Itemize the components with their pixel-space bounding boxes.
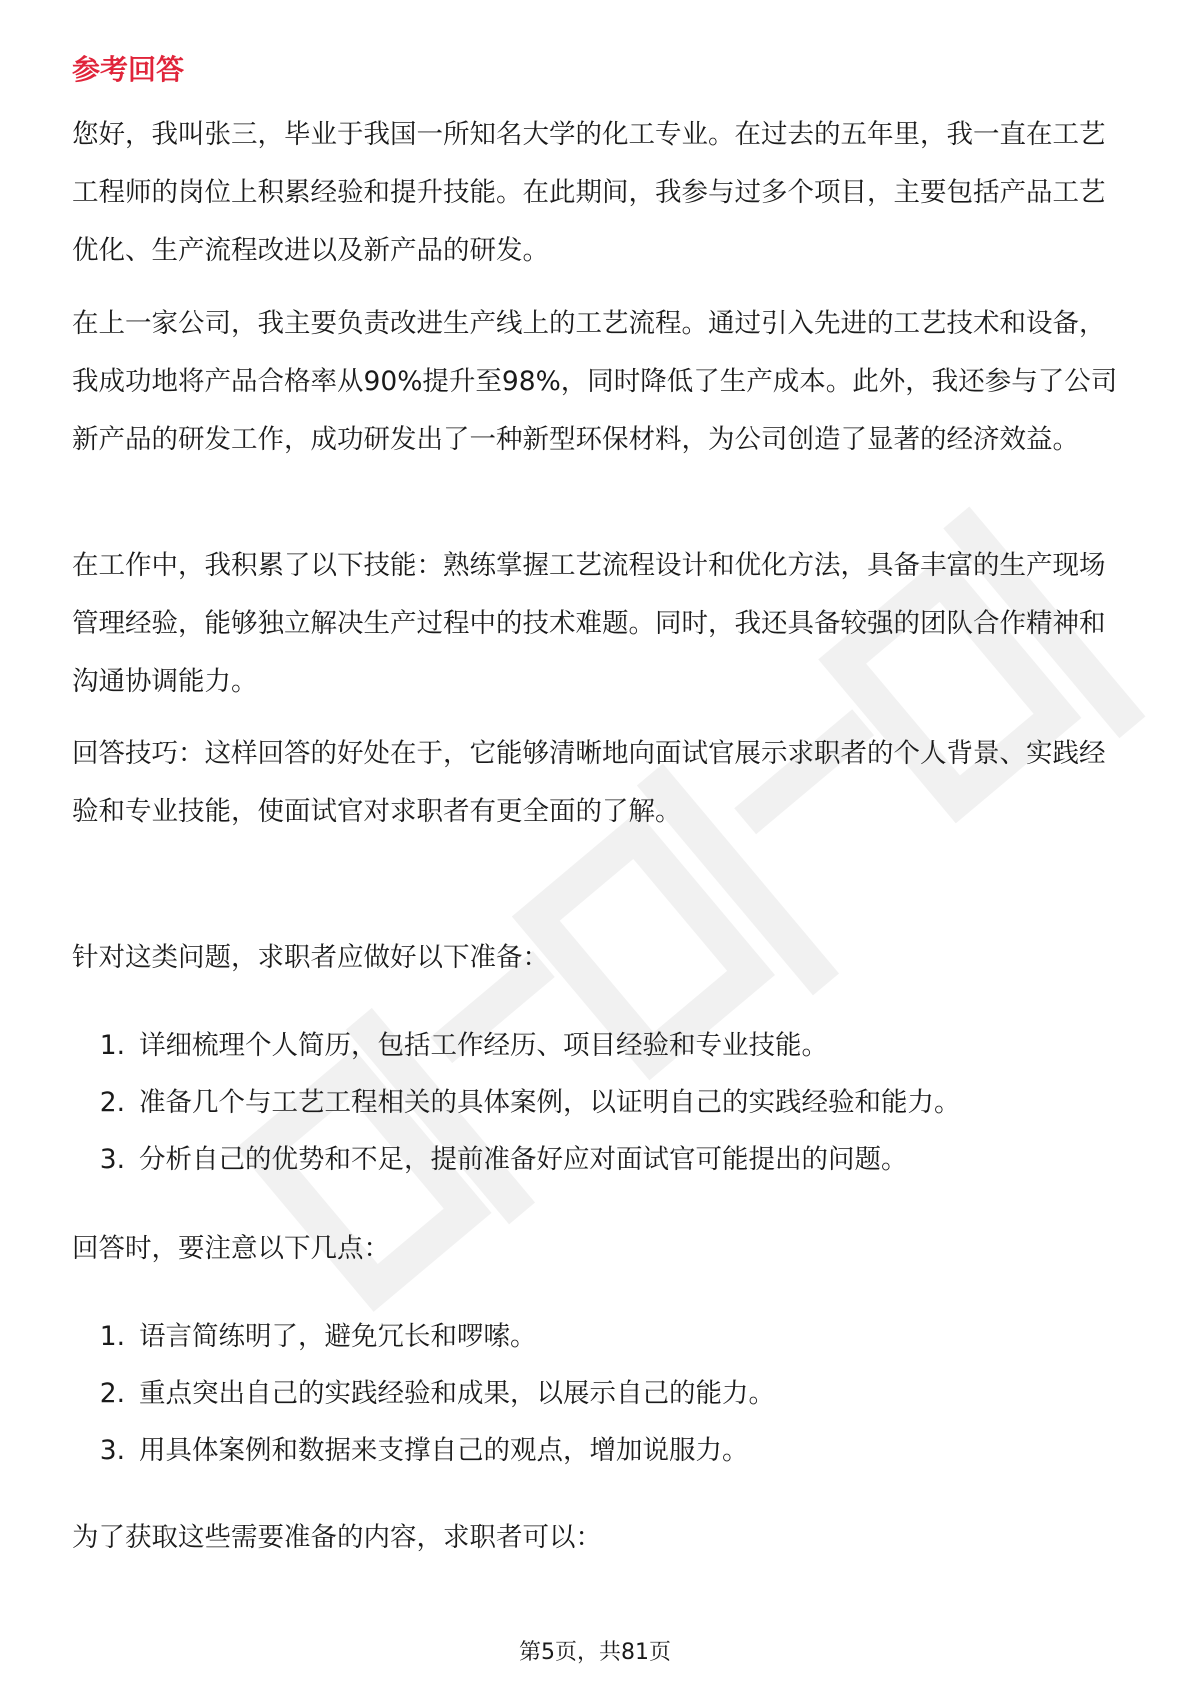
list-item xyxy=(72,1308,775,1365)
notes-list xyxy=(72,1308,775,1479)
list-number: 2. xyxy=(99,1087,125,1118)
section-heading: 参考回答 xyxy=(72,53,185,86)
list-text: 分析自己的优势和不足，提前准备好应对面试官可能提出的问题。 xyxy=(139,1144,908,1175)
list-number: 1. xyxy=(99,1321,125,1352)
list-number: 1. xyxy=(99,1030,125,1061)
list-number: 3. xyxy=(99,1144,125,1175)
list-text: 准备几个与工艺工程相关的具体案例，以证明自己的实践经验和能力。 xyxy=(139,1087,961,1118)
notes-intro: 回答时，要注意以下几点： xyxy=(72,1233,390,1264)
list-item xyxy=(72,1422,775,1479)
paragraph-intro: 您好，我叫张三，毕业于我国一所知名大学的化工专业。在过去的五年里，我一直在工艺工程师的岗位上积累经验和提升技能。在此期间，我参与过多个项目，主要包括产品工艺优化、生产流程改进以及新产品的研发。 xyxy=(72,119,1106,266)
paragraph-skills: 在工作中，我积累了以下技能：熟练掌握工艺流程设计和优化方法，具备丰富的生产现场管理经验，能够独立解决生产过程中的技术难题。同时，我还具备较强的团队合作精神和沟通协调能力。 xyxy=(72,550,1106,697)
list-item xyxy=(72,1365,775,1422)
paragraph-tips: 回答技巧：这样回答的好处在于，它能够清晰地向面试官展示求职者的个人背景、实践经验和专业技能，使面试官对求职者有更全面的了解。 xyxy=(72,738,1106,827)
list-number: 3. xyxy=(99,1435,125,1466)
list-item xyxy=(72,1017,961,1074)
list-item xyxy=(72,1074,961,1131)
list-number: 2. xyxy=(99,1378,125,1409)
list-text: 重点突出自己的实践经验和成果，以展示自己的能力。 xyxy=(139,1378,775,1409)
prep-intro: 针对这类问题，求职者应做好以下准备： xyxy=(72,942,549,973)
page-footer: 第5页，共81页 xyxy=(519,1640,671,1665)
list-text: 语言简练明了，避免冗长和啰嗦。 xyxy=(139,1321,537,1352)
list-text: 详细梳理个人简历，包括工作经历、项目经验和专业技能。 xyxy=(139,1030,828,1061)
closing-line: 为了获取这些需要准备的内容，求职者可以： xyxy=(72,1522,602,1553)
list-text: 用具体案例和数据来支撑自己的观点，增加说服力。 xyxy=(139,1435,749,1466)
list-item xyxy=(72,1131,961,1188)
prep-list xyxy=(72,1017,961,1188)
paragraph-experience: 在上一家公司，我主要负责改进生产线上的工艺流程。通过引入先进的工艺技术和设备，我成功地将产品合格率从90%提升至98%，同时降低了生产成本。此外，我还参与了公司新产品的研发工作，成功研发出了一种新型环保材料，为公司创造了显著的经济效益。 xyxy=(72,308,1118,455)
